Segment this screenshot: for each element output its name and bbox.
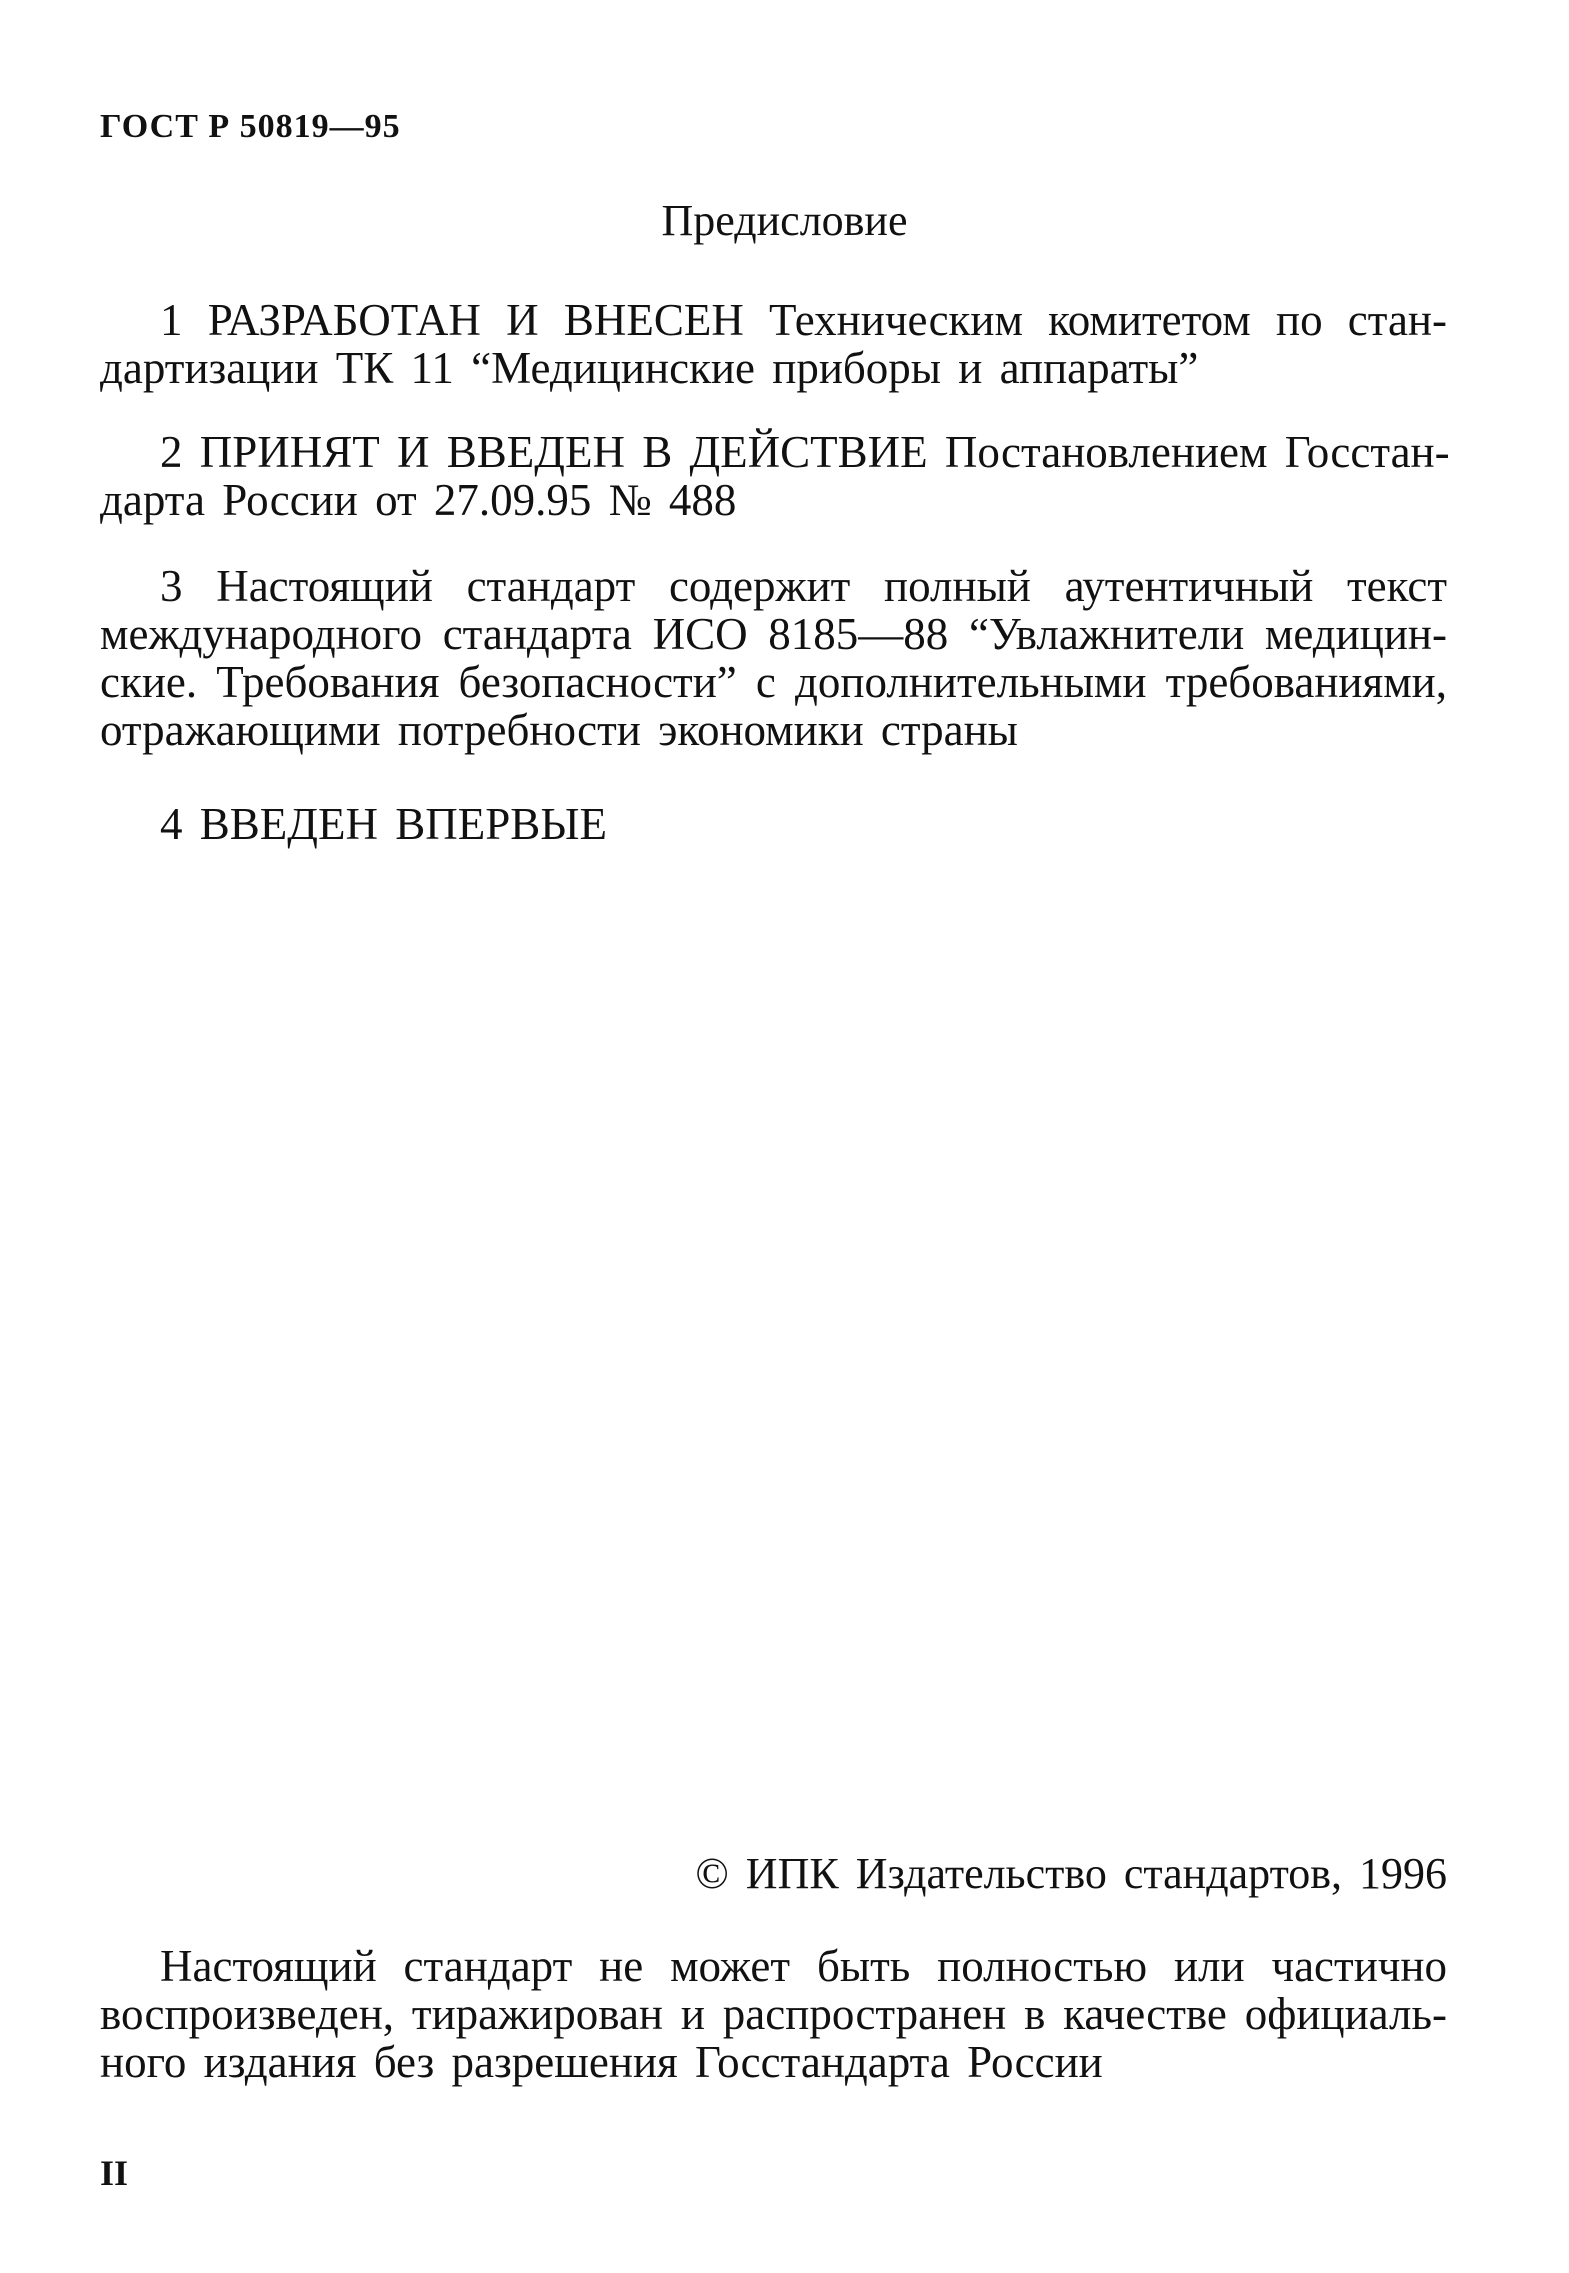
text-line: международного стандарта ИСО 8185—88 “Увлажнители медицин- [100,609,1447,659]
text-line: Настоящий стандарт не может быть полностью или частично [160,1941,1447,1991]
foreword-item-2 [100,427,1450,525]
text-line: ские. Требования безопасности” с дополнительными требованиями, [100,657,1447,707]
foreword-item-1 [100,296,1447,392]
text-line: дарта России от 27.09.95 № 488 [100,475,737,525]
text-line: 4 ВВЕДЕН ВПЕРВЫЕ [160,799,607,849]
text-line: 1 РАЗРАБОТАН И ВНЕСЕН Техническим комитетом по стан- [160,295,1447,345]
text-line: 3 Настоящий стандарт содержит полный аутентичный текст [160,561,1447,611]
page-number: II [100,2153,129,2193]
text-line: отражающими потребности экономики страны [100,705,1018,755]
text-line: дартизации ТК 11 “Медицинские приборы и аппараты” [100,343,1199,393]
foreword-item-4 [100,800,1447,848]
text-line: воспроизведен, тиражирован и распространен в качестве официаль- [100,1989,1447,2039]
foreword-item-3 [100,562,1447,754]
copyright-notice: © ИПК Издательство стандартов, 1996 [695,1849,1447,1898]
section-title: Предисловие [661,196,908,245]
text-line: ного издания без разрешения Госстандарта России [100,2037,1103,2087]
document-header: ГОСТ Р 50819—95 [100,108,401,145]
reproduction-notice [100,1942,1447,2086]
text-line: 2 ПРИНЯТ И ВВЕДЕН В ДЕЙСТВИЕ Постановлением Госстан- [160,427,1450,477]
